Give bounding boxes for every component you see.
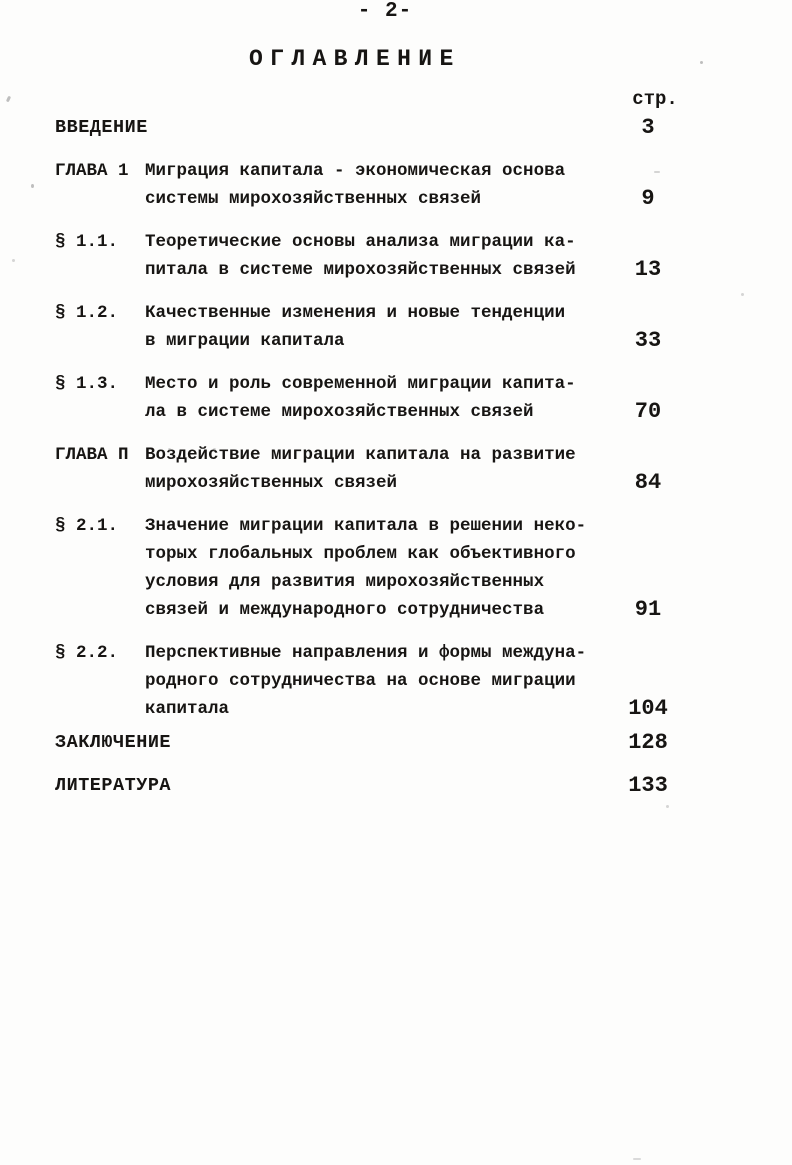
scan-speck: [741, 293, 744, 296]
toc-entry-text-line: Качественные изменения и новые тенденции: [145, 303, 566, 323]
toc-entry: [55, 512, 686, 624]
toc-entry-label: § 2.1.: [55, 516, 119, 536]
toc-entry-text-line: родного сотрудничества на основе миграции: [145, 671, 576, 691]
toc-entry-page: 133: [628, 773, 668, 798]
toc-title: ОГЛАВЛЕНИЕ: [249, 46, 461, 72]
toc-entry-label: ЛИТЕРАТУРА: [55, 775, 172, 796]
scan-speck: [168, 448, 171, 451]
toc-entry-text-line: питала в системе мирохозяйственных связей: [145, 260, 576, 280]
toc-entry-label: § 1.1.: [55, 232, 119, 252]
scan-speck: [6, 96, 11, 103]
toc-entry: [55, 729, 686, 757]
toc-entry-text: [145, 228, 610, 284]
toc-entry: [55, 228, 686, 284]
toc-entry-text-line: связей и международного сотрудничества: [145, 600, 545, 620]
toc-entry-text: [145, 512, 610, 624]
toc-entry-text: [145, 299, 610, 355]
toc-entry: [55, 299, 686, 355]
toc-entry-text-line: мирохозяйственных связей: [145, 473, 398, 493]
toc-entry-label: § 1.3.: [55, 374, 119, 394]
toc-entry-text-line: Теоретические основы анализа миграции ка-: [145, 232, 576, 252]
toc-entry-text-line: ла в системе мирохозяйственных связей: [145, 402, 534, 422]
toc-entry-label: ГЛАВА П: [55, 445, 129, 465]
scan-speck: [633, 1158, 641, 1160]
toc-entry-label: § 2.2.: [55, 643, 119, 663]
toc-entry-page: 128: [628, 730, 668, 755]
toc-entry-text: [145, 157, 610, 213]
scan-speck: [31, 184, 34, 188]
toc-entry-label: ГЛАВА 1: [55, 161, 129, 181]
toc-entry-text-line: Место и роль современной миграции капита-: [145, 374, 576, 394]
sheet-page-number: - 2-: [357, 0, 413, 23]
toc-entry: [55, 114, 686, 142]
toc-entry-page: 70: [634, 399, 662, 424]
toc-entry: [55, 441, 686, 497]
toc-entry-text: [145, 370, 610, 426]
toc-entry-page: 33: [634, 328, 662, 353]
scan-speck: [654, 171, 660, 173]
toc-entry-page: 91: [634, 597, 662, 622]
toc-entry-text-line: торых глобальных проблем как объективного: [145, 544, 576, 564]
toc-entry: [55, 370, 686, 426]
toc-entry-list: [55, 114, 686, 815]
toc-entry-text: [145, 639, 610, 723]
toc-entry-page: 104: [628, 696, 668, 721]
toc-entry-page: 9: [641, 186, 655, 211]
toc-entry-text-line: Воздействие миграции капитала на развитие: [145, 445, 576, 465]
toc-entry-page: 84: [634, 470, 662, 495]
toc-entry-text-line: Миграция капитала - экономическая основа: [145, 161, 566, 181]
toc-entry-page: 3: [641, 115, 655, 140]
page-column-header: стр.: [632, 88, 678, 110]
scan-speck: [166, 238, 169, 241]
toc-entry-text-line: условия для развития мирохозяйственных: [145, 572, 545, 592]
toc-entry-page: 13: [634, 257, 662, 282]
toc-entry: [55, 772, 686, 800]
toc-entry-text-line: системы мирохозяйственных связей: [145, 189, 482, 209]
toc-entry-label: § 1.2.: [55, 303, 119, 323]
toc-entry-text-line: в миграции капитала: [145, 331, 345, 351]
scan-speck: [12, 259, 15, 262]
scan-speck: [700, 61, 703, 64]
toc-entry-label: ЗАКЛЮЧЕНИЕ: [55, 732, 172, 753]
toc-entry-text-line: Значение миграции капитала в решении неко-: [145, 516, 587, 536]
toc-entry: [55, 157, 686, 213]
scan-speck: [213, 448, 216, 451]
toc-entry-label: ВВЕДЕНИЕ: [55, 117, 148, 138]
scan-speck: [666, 805, 669, 808]
toc-entry-text-line: капитала: [145, 699, 230, 719]
scan-speck: [211, 238, 214, 241]
toc-entry-text-line: Перспективные направления и формы междуна-: [145, 643, 587, 663]
toc-entry: [55, 639, 686, 723]
